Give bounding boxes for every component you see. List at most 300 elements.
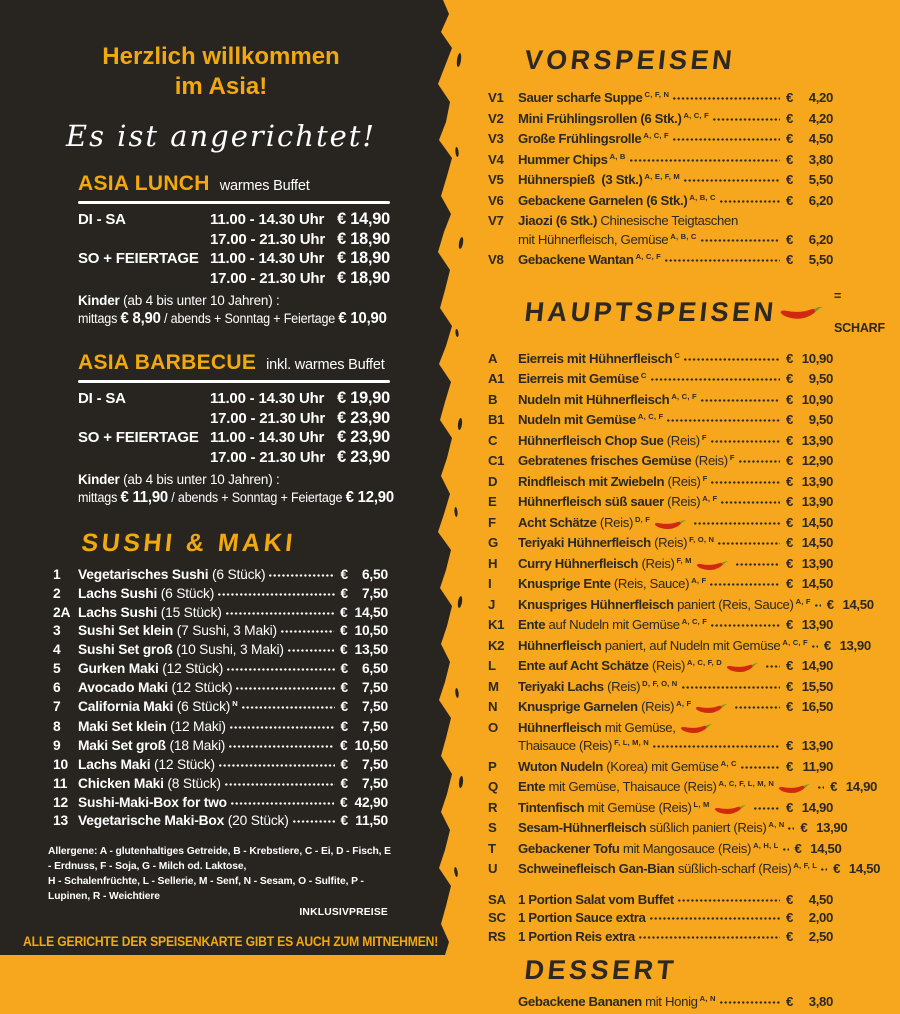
item-name: Maki Set klein [78, 719, 167, 735]
schedule-time: 11.00 - 14.30 Uhr [210, 390, 325, 407]
menu-item-line [518, 993, 833, 1014]
menu-item-line [518, 909, 833, 928]
currency-symbol: € [340, 813, 348, 829]
currency-symbol: € [786, 90, 793, 105]
item-description: (6 Stück) [173, 698, 231, 714]
dotted-leader [639, 936, 780, 939]
currency-symbol: € [786, 432, 793, 448]
item-price: 7,50 [361, 719, 388, 735]
dotted-leader [718, 542, 780, 545]
item-name: Wuton Nudeln [518, 758, 603, 774]
menu-item-body [518, 452, 833, 473]
item-description: mit Gemüse, Thaisauce (Reis) [545, 779, 717, 794]
item-price: 2,00 [808, 910, 833, 925]
dessert-title: DESSERT [523, 955, 679, 985]
item-price: 13,90 [801, 738, 833, 753]
item-number: K2 [488, 637, 505, 653]
menu-item-body [518, 758, 833, 779]
item-price: 14,50 [354, 604, 388, 620]
menu-item [488, 171, 833, 192]
item-price: 14,50 [842, 596, 874, 612]
currency-symbol: € [786, 453, 793, 468]
currency-symbol: € [786, 412, 793, 427]
menu-item [488, 89, 833, 110]
menu-item [488, 840, 842, 861]
item-name: Gebackener Tofu [518, 840, 620, 856]
item-price: 7,50 [361, 698, 388, 714]
item-number: H [488, 555, 498, 571]
item-number: V7 [488, 213, 504, 228]
item-name: Hühnerfleisch Chop Sue [518, 432, 664, 448]
dotted-leader [741, 766, 780, 769]
schedule-day: SO + FEIERTAGE [78, 250, 199, 267]
menu-item-body [518, 575, 833, 596]
allergen-codes: A, F [691, 576, 707, 585]
menu-item-body [518, 411, 833, 432]
menu-item [53, 698, 388, 719]
item-number: O [488, 719, 498, 735]
menu-item-line [518, 110, 833, 131]
menu-item [488, 678, 833, 699]
allergen-codes: A, F, L [793, 861, 818, 870]
kinder-prices [78, 309, 390, 329]
schedule-row [78, 428, 390, 448]
item-number: I [488, 576, 492, 591]
item-name: 1 Portion Salat vom Buffet [518, 891, 674, 907]
allergen-codes: A, C, F [782, 637, 808, 647]
item-number: F [488, 514, 496, 530]
item-price: 15,50 [801, 678, 833, 694]
menu-item [488, 891, 833, 910]
item-price: 13,50 [354, 642, 388, 658]
item-number: SA [488, 891, 506, 907]
item-description: (Reis, Sauce) [610, 576, 690, 591]
item-price: 14,90 [801, 658, 833, 673]
allergen-codes: F, L, M, N [614, 738, 649, 747]
item-description: süßlich paniert (Reis) [646, 820, 767, 835]
menu-item-body [518, 110, 833, 131]
currency-symbol: € [340, 679, 348, 695]
menu-item-line [518, 350, 833, 371]
item-name: Nudeln mit Gemüse [518, 412, 636, 427]
right-panel [488, 0, 885, 1014]
menu-item-line [518, 411, 833, 432]
item-description: (Reis) [638, 555, 675, 571]
allergen-codes: A, N [699, 994, 716, 1003]
menu-item [488, 758, 833, 779]
welcome-line1: Herzlich willkommen [102, 43, 340, 70]
menu-item-line [78, 566, 388, 585]
currency-symbol: € [786, 494, 793, 509]
left-panel [0, 0, 442, 949]
dotted-leader [653, 745, 780, 748]
menu-item-line [518, 391, 833, 412]
dotted-leader [754, 807, 781, 810]
item-number: 5 [53, 660, 61, 676]
item-number: V8 [488, 252, 504, 267]
allergen-codes: N [232, 698, 238, 708]
item-price: 2,50 [808, 928, 833, 944]
menu-item-line [518, 432, 833, 453]
menu-item [488, 493, 833, 514]
currency-symbol: € [786, 910, 793, 925]
kinder-price: € 12,90 [345, 489, 394, 506]
menu-item-body [518, 171, 833, 192]
menu-item-line [518, 452, 833, 473]
dotted-leader [651, 378, 780, 381]
menu-item-line [78, 622, 388, 641]
schedule-price: € 18,90 [337, 229, 390, 248]
menu-item-line [78, 812, 388, 831]
item-number: V1 [488, 90, 504, 105]
menu-item-line [518, 840, 842, 861]
menu-item [488, 719, 833, 758]
allergen-codes: A, C, F [683, 110, 709, 120]
menu-item [488, 130, 833, 151]
menu-item-line [518, 778, 878, 799]
asia-lunch-section [78, 172, 390, 329]
currency-symbol: € [786, 131, 793, 146]
asia-lunch-subtitle: warmes Buffet [219, 178, 310, 194]
currency-symbol: € [340, 698, 348, 714]
dotted-leader [713, 118, 780, 121]
currency-symbol: € [826, 596, 834, 612]
menu-item-body [78, 641, 388, 660]
item-number: RS [488, 928, 506, 944]
menu-item-body [78, 660, 388, 679]
schedule-row [78, 389, 390, 409]
menu-item-line [518, 637, 871, 658]
menu-item-line [78, 698, 388, 719]
item-name: Chicken Maki [78, 775, 164, 791]
item-name: Eierreis mit Gemüse [518, 371, 639, 386]
item-name: Gebackene Garnelen (6 Stk.) [518, 192, 688, 208]
allergen-codes: A, C, F [671, 391, 697, 401]
currency-symbol: € [340, 719, 348, 735]
chili-pepper-icon [694, 702, 728, 714]
dotted-leader [701, 399, 780, 402]
chili-pepper-icon [777, 782, 811, 794]
item-name: Sauer scharfe Suppe [518, 90, 643, 105]
chili-pepper-icon [695, 559, 729, 571]
currency-symbol: € [823, 637, 831, 653]
item-description: süßlich-scharf (Reis) [674, 861, 792, 876]
item-number: R [488, 799, 498, 815]
item-name: Mini Frühlingsrollen (6 Stk.) [518, 110, 682, 126]
item-price: 6,50 [361, 660, 388, 676]
dotted-leader [288, 649, 334, 652]
dotted-leader [673, 138, 780, 141]
item-price: 10,50 [354, 738, 388, 754]
menu-item-body [78, 718, 388, 737]
asia-barbecue-subtitle: inkl. warmes Buffet [266, 357, 385, 373]
item-name: Hühnerfleisch [518, 719, 602, 735]
item-description: (Reis) [663, 432, 700, 448]
menu-item-body [518, 432, 833, 453]
lunch-schedule [78, 210, 390, 288]
item-description: (Reis) [663, 494, 701, 509]
item-price: 13,90 [801, 432, 833, 448]
menu-item [488, 452, 833, 473]
currency-symbol: € [786, 192, 793, 208]
item-number: 11 [53, 775, 68, 791]
hauptspeisen-title: HAUPTSPEISEN [523, 296, 779, 327]
item-number: 9 [53, 738, 61, 754]
item-price: 11,50 [355, 813, 388, 829]
schedule-price: € 18,90 [337, 268, 390, 287]
item-name: 1 Portion Reis extra [518, 928, 635, 944]
item-price: 3,80 [808, 994, 833, 1009]
dotted-leader [293, 820, 335, 823]
menu-item [488, 370, 833, 391]
menu-item-body [78, 794, 388, 813]
allergen-codes: F, M [676, 555, 692, 565]
allergen-codes: A, C, F [635, 252, 662, 261]
currency-symbol: € [786, 350, 793, 366]
menu-item [488, 212, 833, 251]
item-description: (Reis) [637, 699, 675, 714]
menu-item-body [518, 719, 833, 758]
dotted-leader [682, 686, 781, 689]
dotted-leader [710, 583, 780, 586]
item-number: S [488, 820, 497, 835]
sushi-maki-title: SUSHI & MAKI [80, 529, 298, 557]
menu-item-body [518, 993, 833, 1014]
currency-symbol: € [786, 576, 793, 591]
menu-item [53, 604, 388, 623]
currency-symbol: € [786, 473, 793, 489]
allergen-codes: F [701, 432, 707, 442]
currency-symbol: € [786, 391, 793, 407]
item-number: P [488, 758, 497, 774]
item-number: N [488, 699, 498, 714]
item-name: Knusprige Ente [518, 576, 611, 591]
currency-symbol: € [786, 252, 793, 267]
menu-item [488, 350, 833, 371]
allergen-codes: A, C [720, 758, 737, 768]
menu-item [488, 575, 833, 596]
item-number: B1 [488, 412, 505, 427]
item-name: Rindfleisch mit Zwiebeln [518, 473, 665, 489]
scharf-label: = SCHARF [834, 288, 885, 335]
currency-symbol: € [339, 642, 348, 658]
item-description: Chinesische Teigtaschen [597, 213, 738, 228]
currency-symbol: € [786, 699, 793, 714]
item-price: 11,90 [802, 758, 833, 774]
item-name: Teriyaki Lachs [518, 678, 604, 694]
item-name: Hummer Chips [518, 151, 608, 167]
schedule-day: DI - SA [78, 211, 126, 228]
dotted-leader [766, 665, 780, 668]
menu-item-line [78, 718, 388, 737]
item-description: mit Honig [641, 994, 698, 1009]
item-price: 7,50 [361, 775, 388, 791]
menu-item-body [518, 555, 833, 576]
dotted-leader [226, 612, 334, 615]
menu-item-line [78, 756, 388, 775]
menu-item-body [78, 775, 388, 794]
menu-item [53, 585, 388, 604]
item-price: 6,20 [808, 192, 833, 208]
item-description: (Reis) [664, 473, 701, 489]
item-number: V5 [488, 172, 504, 187]
barbecue-schedule [78, 389, 390, 467]
currency-symbol: € [786, 758, 793, 774]
item-number: 1 [53, 567, 61, 582]
dotted-leader [242, 706, 335, 709]
menu-item [488, 860, 881, 881]
menu-item-body [518, 596, 874, 617]
item-name: Sesam-Hühnerfleisch [518, 820, 647, 835]
item-price: 9,50 [808, 412, 833, 427]
extras-list [488, 891, 833, 947]
item-price: 13,90 [801, 617, 833, 632]
item-description: (Reis) [603, 678, 641, 694]
chili-pepper-icon [725, 661, 759, 673]
allergen-legend: Allergene: A - glutenhaltiges Getreide, B - Krebstiere, C - Ei, D - Fisch, E - Erdnuss, F - Soja, G - Milch od. Laktose, H - Schalenfrüchte, L - Sellerie, M - Senf, N - Sesam, O - Sulfite, P - Lupinen, R - Weichtiere [48, 846, 391, 903]
item-name: Avocado Maki [78, 679, 168, 695]
dotted-leader [665, 259, 780, 262]
allergen-codes: F, O, N [689, 535, 715, 544]
currency-symbol: € [786, 799, 793, 815]
item-price: 12,90 [801, 453, 833, 468]
dotted-leader [269, 574, 334, 577]
item-number: V6 [488, 192, 504, 208]
item-number: K1 [488, 617, 505, 632]
menu-item-body [518, 534, 833, 555]
item-price: 7,50 [361, 585, 388, 601]
currency-symbol: € [340, 756, 348, 772]
menu-item [488, 698, 833, 719]
item-description: mit Hühnerfleisch, Gemüse [518, 231, 669, 247]
item-number: V2 [488, 110, 504, 126]
menu-item-line [78, 775, 388, 794]
welcome-heading [0, 42, 442, 102]
item-description: mit Gemüse, [601, 719, 676, 735]
menu-item-line [518, 555, 833, 576]
dotted-leader [678, 899, 780, 902]
dotted-leader [783, 848, 789, 851]
currency-symbol: € [786, 371, 793, 386]
menu-item-line [518, 251, 833, 272]
menu-item [53, 812, 388, 831]
item-name: Curry Hühnerfleisch [518, 555, 639, 571]
menu-item-line [78, 660, 388, 679]
schedule-price: € 19,90 [337, 389, 390, 407]
item-number: D [488, 473, 498, 489]
kinder-note: Kinder (ab 4 bis unter 10 Jahren) : [78, 472, 280, 487]
asia-barbecue-title: ASIA BARBECUE [78, 351, 257, 374]
item-description: (18 Maki) [165, 738, 226, 754]
menu-item [488, 473, 833, 494]
item-price: 6,50 [361, 567, 388, 582]
menu-item-line [518, 171, 833, 192]
dotted-leader [711, 624, 780, 627]
vorspeisen-title: VORSPEISEN [523, 45, 737, 75]
allergen-codes: C, F, N [644, 90, 670, 99]
dotted-leader [812, 645, 818, 648]
item-number: U [488, 861, 498, 876]
menu-item [53, 566, 388, 585]
menu-item [488, 993, 833, 1014]
schedule-day: SO + FEIERTAGE [78, 429, 199, 446]
dotted-leader [720, 1001, 780, 1004]
menu-item-body [518, 89, 833, 110]
schedule-time: 11.00 - 14.30 Uhr [210, 211, 325, 228]
item-price: 4,20 [808, 90, 833, 105]
item-number: T [488, 840, 496, 856]
item-name: Eierreis mit Hühnerfleisch [518, 350, 673, 366]
menu-item [53, 622, 388, 641]
menu-item-body [518, 928, 833, 947]
menu-item-body [518, 212, 833, 251]
item-name: Lachs Sushi [78, 604, 158, 620]
allergen-codes: A, C, F, D [687, 658, 722, 667]
item-name: Hühnerfleisch [518, 637, 602, 653]
currency-symbol: € [786, 891, 793, 907]
item-price: 10,90 [801, 350, 833, 366]
divider-line [78, 380, 390, 383]
menu-item-body [518, 391, 833, 412]
item-name: Große Frühlingsrolle [518, 131, 642, 146]
menu-item-line [78, 604, 388, 623]
dotted-leader [650, 917, 781, 920]
item-name: Lachs Sushi [78, 585, 158, 601]
item-description: paniert (Reis, Sauce) [673, 596, 794, 612]
item-price: 13,90 [801, 473, 833, 489]
menu-item-body [518, 698, 833, 719]
item-price: 3,80 [808, 151, 833, 167]
ampersand-glyph: & [184, 529, 209, 557]
item-price: 4,50 [808, 891, 833, 907]
item-number: 7 [53, 698, 61, 714]
item-name: Tintenfisch [518, 799, 585, 815]
menu-item-line [78, 794, 388, 813]
item-name: Ente [518, 617, 546, 632]
dotted-leader [673, 97, 780, 100]
item-price: 14,50 [801, 535, 833, 550]
allergen-codes: A, C, F, L, M, N [718, 779, 775, 788]
item-name: Gebackene Wantan [518, 252, 634, 267]
item-price: 7,50 [361, 679, 388, 695]
allergen-codes: C [640, 371, 647, 380]
item-description: (12 Stück) [167, 679, 233, 695]
allergen-codes: L, M [693, 799, 710, 809]
schedule-row [78, 210, 390, 230]
item-number: 12 [53, 794, 68, 810]
schedule-price: € 23,90 [337, 428, 390, 446]
kinder-price: € 11,90 [120, 489, 169, 506]
menu-item-body [518, 493, 833, 514]
menu-item-body [78, 585, 388, 604]
item-description: (Reis) [650, 535, 688, 550]
menu-item-line [518, 130, 833, 151]
item-price: 14,90 [801, 799, 833, 815]
menu-item [488, 555, 833, 576]
dotted-leader [818, 786, 824, 789]
item-name: Acht Schätze [518, 514, 597, 530]
item-name: Gebackene Bananen [518, 994, 642, 1009]
allergen-codes: C [674, 350, 681, 360]
item-description: (10 Sushi, 3 Maki) [172, 642, 284, 658]
schedule-time: 17.00 - 21.30 Uhr [210, 448, 326, 466]
item-price: 9,50 [808, 371, 833, 386]
item-name: Vegetarische Maki-Box [78, 813, 225, 829]
chili-pepper-icon [713, 803, 747, 815]
item-name: 1 Portion Sauce extra [518, 910, 646, 925]
menu-item [488, 596, 874, 617]
menu-item [488, 909, 833, 928]
